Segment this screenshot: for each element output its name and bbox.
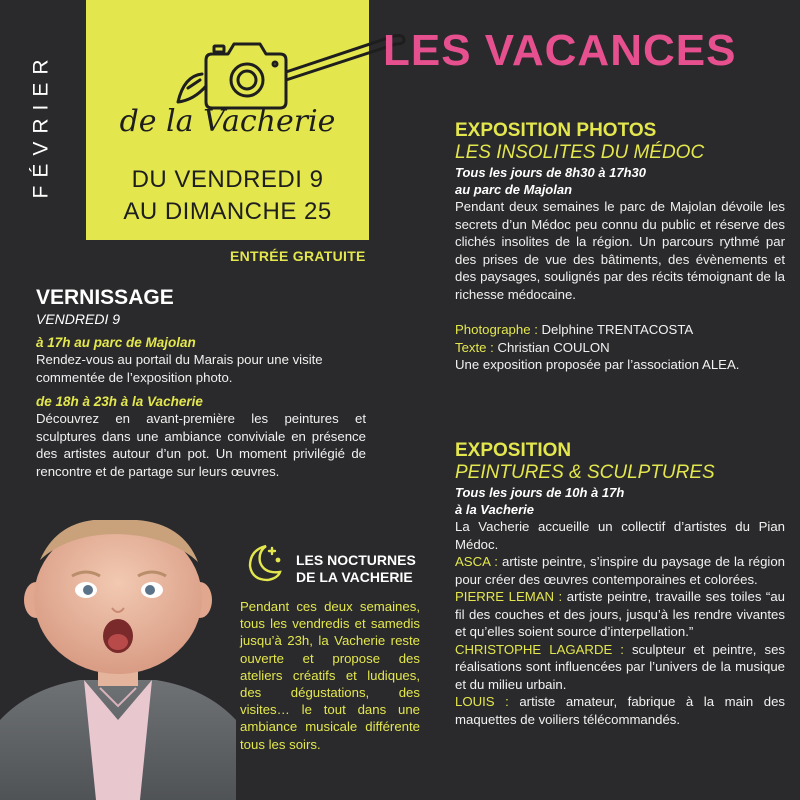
vernissage-section	[36, 286, 366, 480]
header-block	[86, 0, 369, 240]
vernissage-slot1-time: à 17h au parc de Majolan	[36, 335, 196, 350]
photographer-name: Delphine TRENTACOSTA	[537, 322, 694, 337]
nocturnes-title-line2: DE LA VACHERIE	[296, 569, 413, 585]
free-entry: ENTRÉE GRATUITE	[230, 248, 366, 264]
month-vertical	[26, 30, 56, 220]
expo-art-intro: La Vacherie accueille un collectif d’artistes du Pian Médoc.	[455, 519, 785, 552]
expo-photos-title: EXPOSITION PHOTOS	[455, 120, 657, 141]
date-from: DU VENDREDI 9	[131, 166, 324, 193]
photographer-label: Photographe :	[455, 322, 538, 337]
month-label: FÉVRIER	[29, 51, 53, 199]
expo-photos-section	[455, 120, 785, 374]
date-to: AU DIMANCHE 25	[123, 198, 332, 225]
text-author-name: Christian COULON	[493, 339, 610, 355]
expo-art-title: EXPOSITION	[455, 440, 572, 461]
vernissage-slot2-time: de 18h à 23h à la Vacherie	[36, 394, 203, 409]
expo-art-schedule-line2: à la Vacherie	[455, 501, 535, 517]
artist-text: artiste peintre, travaille ses toiles “au fil des couches et des jours, jusqu’à les rendre vivantes et qu’elles soient source d’interpellation.”	[455, 589, 785, 639]
expo-art-schedule-line1: Tous les jours de 10h à 17h	[455, 485, 625, 500]
expo-art-subtitle: PEINTURES & SCULPTURES	[455, 462, 715, 483]
child-photo	[0, 520, 236, 800]
vernissage-slot1-text: Rendez-vous au portail du Marais pour une visite commentée de l’exposition photo.	[36, 352, 323, 385]
artist-entry	[455, 693, 785, 728]
artist-name: ASCA :	[455, 554, 498, 569]
nocturnes-text: Pendant ces deux semaines, tous les vendredis et samedis jusqu’à 23h, la Vacherie reste ouverte et propose des ateliers créatifs et ludiques, des dégustations, des visites… le tout dans une ambiance musicale différente tous les soirs.	[240, 599, 420, 752]
artist-text: artiste peintre, s’inspire du paysage de la région pour créer des œuvres contemporaines et colorées.	[455, 554, 785, 587]
expo-photos-schedule-line2: au parc de Majolan	[455, 181, 573, 197]
vernissage-slot2-text: Découvrez en avant-première les peintures et sculptures dans une ambiance conviviale en présence des artistes autour d’un pot. Un moment privilégié de rencontre et de partage sur leurs œuvres.	[36, 411, 366, 479]
artist-text: sculpteur et peintre, ses réalisations sont influencées par l’univers de la musique et du milieu urbain.	[455, 641, 785, 692]
artist-entry	[455, 553, 785, 588]
expo-photos-schedule-line1: Tous les jours de 8h30 à 17h30	[455, 165, 646, 180]
vernissage-day: VENDREDI 9	[36, 311, 121, 327]
artist-name: PIERRE LEMAN :	[455, 589, 563, 604]
photographer-line	[455, 321, 785, 339]
artist-entry	[455, 641, 785, 694]
expo-art-section	[455, 440, 785, 728]
nocturnes-title	[296, 552, 446, 586]
vernissage-title: VERNISSAGE	[36, 286, 174, 309]
artist-text: artiste amateur, fabrique à la main des maquettes de voiliers télécommandés.	[455, 694, 785, 727]
venue-title: de la Vacherie	[119, 104, 336, 139]
expo-photos-schedule	[455, 165, 785, 198]
artist-entry	[455, 588, 785, 641]
text-author-label: Texte :	[455, 339, 494, 355]
artist-name: CHRISTOPHE LAGARDE :	[455, 641, 624, 657]
nocturnes-title-line1: LES NOCTURNES	[296, 552, 416, 568]
association-line: Une exposition proposée par l’association ALEA.	[455, 357, 740, 372]
moon-stars-icon	[238, 538, 284, 584]
main-title: LES VACANCES	[383, 26, 737, 75]
camera-brush-icon	[172, 16, 412, 116]
text-author-line	[455, 339, 785, 357]
expo-photos-credits	[455, 321, 785, 374]
expo-art-schedule	[455, 485, 785, 518]
expo-photos-text: Pendant deux semaines le parc de Majolan dévoile les secrets d’un Médoc peu connu du public et réserve des clichés insolites de la région. Un parcours rythmé par des prises de vue des bâtiments, des évènements et des paysages, soulignés par des récits témoignant de la richesse médocaine.	[455, 199, 785, 302]
artist-name: LOUIS :	[455, 694, 509, 709]
expo-photos-subtitle: LES INSOLITES DU MÉDOC	[455, 142, 705, 163]
